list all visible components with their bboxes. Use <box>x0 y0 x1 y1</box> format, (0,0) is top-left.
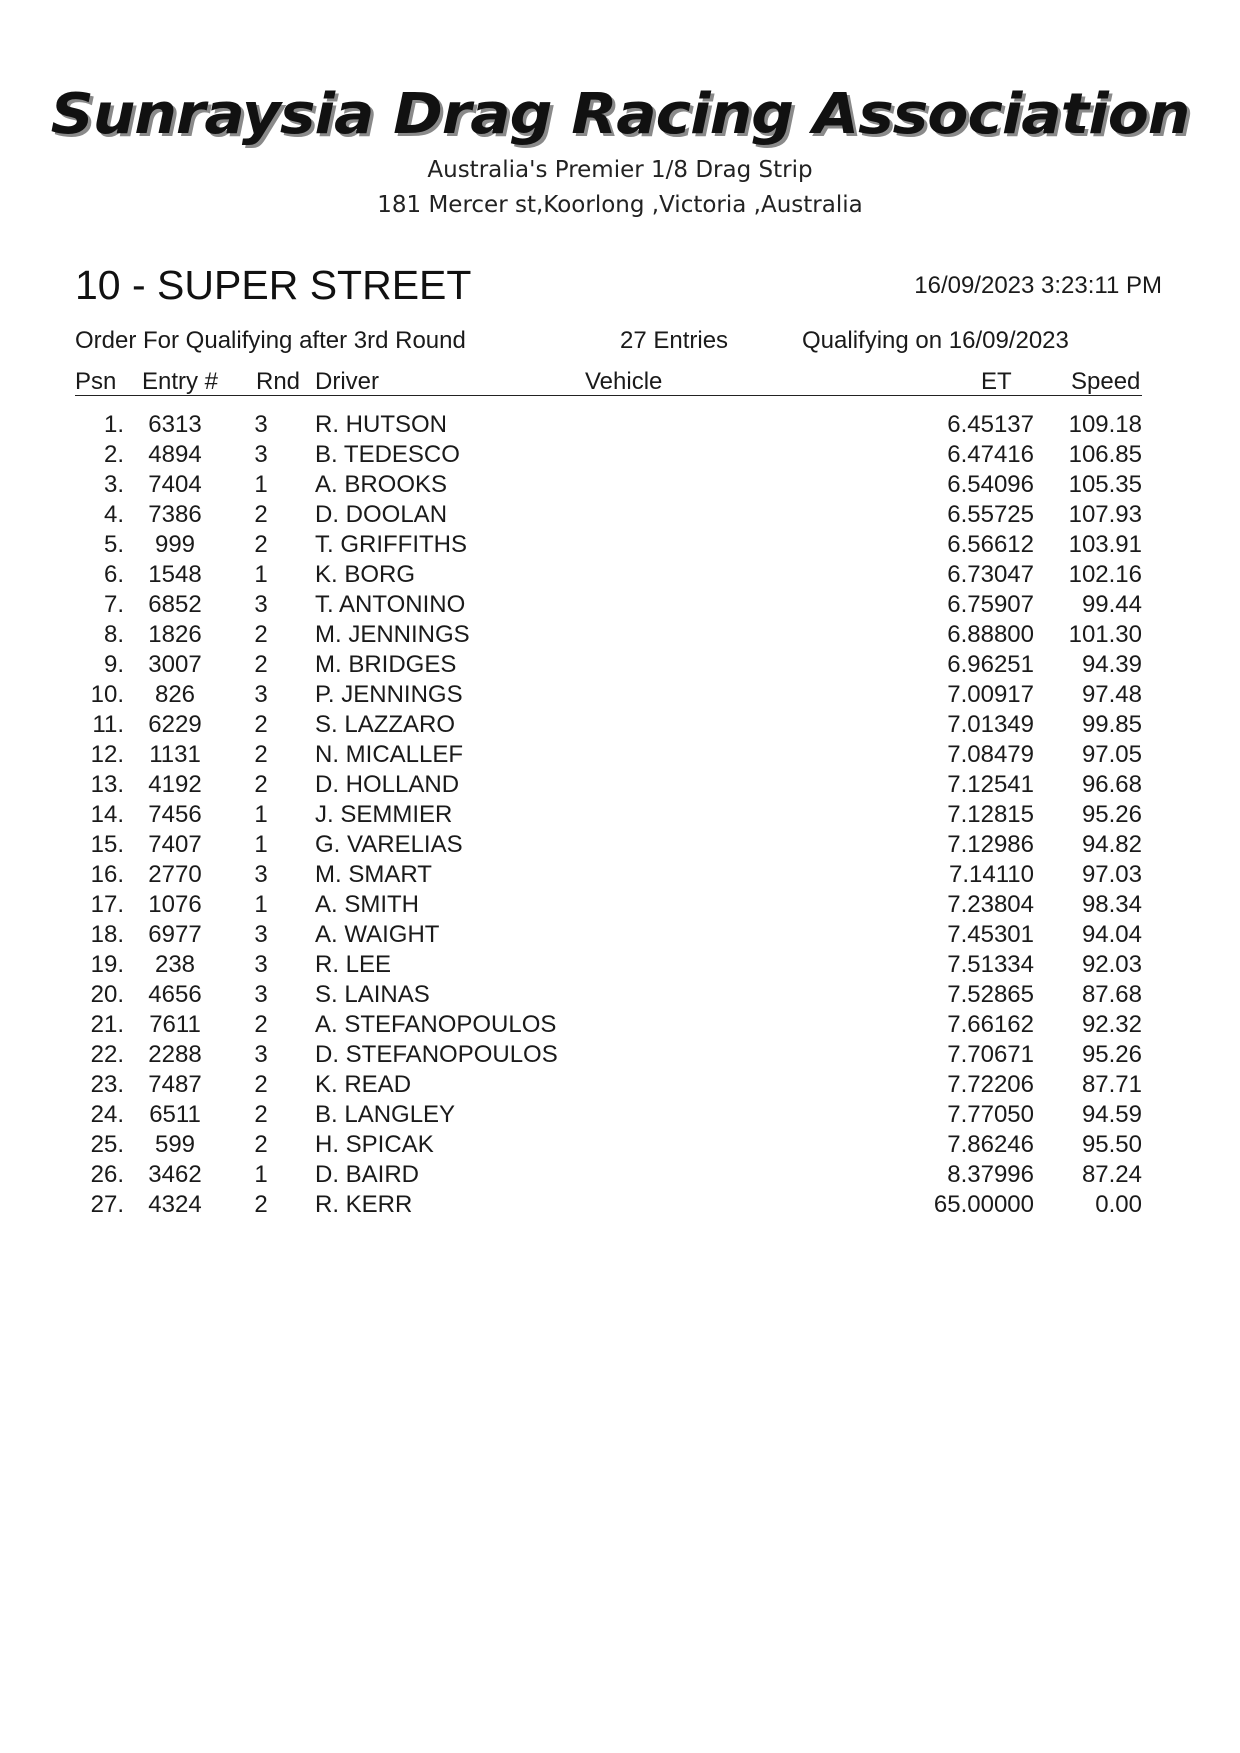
row-entry-number: 4324 <box>148 1191 202 1218</box>
row-driver: A. WAIGHT <box>315 921 440 948</box>
row-et: 8.37996 <box>947 1161 1034 1188</box>
row-position: 13. <box>90 771 124 798</box>
row-speed: 99.85 <box>1081 711 1142 738</box>
row-position: 2. <box>103 441 124 468</box>
table-row <box>0 1161 1240 1191</box>
row-round: 3 <box>254 861 268 888</box>
row-et: 7.77050 <box>947 1101 1034 1128</box>
row-entry-number: 7487 <box>148 1071 202 1098</box>
table-row <box>0 501 1240 531</box>
row-driver: A. BROOKS <box>315 471 448 498</box>
row-speed: 95.26 <box>1081 801 1142 828</box>
table-row <box>0 1071 1240 1101</box>
table-row <box>0 801 1240 831</box>
column-header-et: ET <box>981 368 1012 395</box>
column-header-rnd: Rnd <box>256 368 301 395</box>
row-entry-number: 7611 <box>149 1011 201 1038</box>
row-speed: 0.00 <box>1095 1191 1142 1218</box>
row-et: 6.55725 <box>947 501 1034 528</box>
row-position: 1. <box>103 411 124 438</box>
organization-title: Sunraysia Drag Racing Association <box>50 82 1190 147</box>
row-driver: T. ANTONINO <box>315 591 466 618</box>
row-entry-number: 238 <box>154 951 196 978</box>
table-row <box>0 771 1240 801</box>
table-row <box>0 681 1240 711</box>
row-position: 9. <box>103 651 124 678</box>
row-speed: 101.30 <box>1068 621 1142 648</box>
row-entry-number: 6511 <box>149 1101 201 1128</box>
row-entry-number: 2288 <box>148 1041 202 1068</box>
row-round: 2 <box>254 501 268 528</box>
row-et: 6.47416 <box>947 441 1034 468</box>
row-et: 7.08479 <box>947 741 1034 768</box>
row-round: 2 <box>254 1101 268 1128</box>
row-position: 5. <box>103 531 124 558</box>
row-round: 1 <box>254 561 268 588</box>
row-round: 3 <box>254 591 268 618</box>
tagline: Australia's Premier 1/8 Drag Strip <box>427 157 813 183</box>
row-driver: M. SMART <box>315 861 432 888</box>
row-driver: M. BRIDGES <box>315 651 457 678</box>
row-et: 7.72206 <box>947 1071 1034 1098</box>
row-et: 7.45301 <box>947 921 1034 948</box>
row-entry-number: 3462 <box>148 1161 202 1188</box>
row-driver: P. JENNINGS <box>315 681 463 708</box>
row-entry-number: 6229 <box>148 711 202 738</box>
row-round: 3 <box>254 981 268 1008</box>
row-position: 3. <box>103 471 124 498</box>
row-speed: 92.32 <box>1081 1011 1142 1038</box>
row-speed: 97.05 <box>1081 741 1142 768</box>
row-round: 2 <box>254 1071 268 1098</box>
row-et: 7.01349 <box>947 711 1034 738</box>
row-driver: H. SPICAK <box>315 1131 434 1158</box>
row-et: 7.70671 <box>947 1041 1034 1068</box>
row-entry-number: 826 <box>154 681 196 708</box>
row-driver: R. HUTSON <box>315 411 447 438</box>
row-entry-number: 7404 <box>148 471 202 498</box>
address: 181 Mercer st,Koorlong ,Victoria ,Australia <box>377 192 863 218</box>
row-driver: G. VARELIAS <box>315 831 463 858</box>
row-et: 7.12986 <box>947 831 1034 858</box>
row-speed: 94.59 <box>1081 1101 1142 1128</box>
row-round: 3 <box>254 951 268 978</box>
table-row <box>0 1101 1240 1131</box>
row-round: 2 <box>254 711 268 738</box>
row-speed: 102.16 <box>1068 561 1142 588</box>
table-row <box>0 741 1240 771</box>
row-speed: 87.24 <box>1081 1161 1142 1188</box>
row-et: 7.00917 <box>947 681 1034 708</box>
row-driver: A. STEFANOPOULOS <box>315 1011 557 1038</box>
table-row <box>0 831 1240 861</box>
row-driver: D. DOOLAN <box>315 501 448 528</box>
row-round: 1 <box>254 801 268 828</box>
table-row <box>0 951 1240 981</box>
table-row <box>0 921 1240 951</box>
table-row <box>0 591 1240 621</box>
table-row <box>0 471 1240 501</box>
row-position: 14. <box>90 801 124 828</box>
row-position: 6. <box>103 561 124 588</box>
row-position: 11. <box>92 711 124 738</box>
row-position: 16. <box>90 861 124 888</box>
row-entry-number: 599 <box>154 1131 196 1158</box>
row-entry-number: 6313 <box>148 411 202 438</box>
row-driver: A. SMITH <box>315 891 420 918</box>
row-et: 7.66162 <box>947 1011 1034 1038</box>
row-entry-number: 4192 <box>148 771 202 798</box>
row-driver: B. LANGLEY <box>315 1101 456 1128</box>
qualifying-order-text: Order For Qualifying after 3rd Round <box>75 327 466 354</box>
row-entry-number: 999 <box>154 531 196 558</box>
row-speed: 87.71 <box>1081 1071 1142 1098</box>
row-et: 7.14110 <box>949 861 1034 888</box>
row-entry-number: 1826 <box>148 621 202 648</box>
row-driver: R. LEE <box>315 951 392 978</box>
row-round: 2 <box>254 531 268 558</box>
row-driver: T. GRIFFITHS <box>315 531 467 558</box>
header-rule <box>75 395 1142 396</box>
row-et: 7.23804 <box>947 891 1034 918</box>
table-row <box>0 1041 1240 1071</box>
row-et: 7.51334 <box>947 951 1034 978</box>
row-speed: 107.93 <box>1068 501 1142 528</box>
row-speed: 106.85 <box>1068 441 1142 468</box>
table-row <box>0 981 1240 1011</box>
row-et: 7.12541 <box>947 771 1034 798</box>
row-driver: D. BAIRD <box>315 1161 420 1188</box>
class-title: 10 - SUPER STREET <box>75 262 472 308</box>
row-position: 12. <box>90 741 124 768</box>
row-et: 6.73047 <box>947 561 1034 588</box>
row-et: 65.00000 <box>933 1191 1034 1218</box>
row-speed: 87.68 <box>1081 981 1142 1008</box>
row-driver: R. KERR <box>315 1191 413 1218</box>
row-round: 1 <box>254 891 268 918</box>
row-position: 21. <box>90 1011 124 1038</box>
row-round: 3 <box>254 441 268 468</box>
row-position: 18. <box>90 921 124 948</box>
table-row <box>0 861 1240 891</box>
row-position: 27. <box>90 1191 124 1218</box>
column-header-psn: Psn <box>75 368 117 395</box>
row-driver: J. SEMMIER <box>315 801 453 828</box>
row-round: 2 <box>254 651 268 678</box>
row-speed: 105.35 <box>1068 471 1142 498</box>
table-row <box>0 531 1240 561</box>
row-round: 1 <box>254 831 268 858</box>
table-row <box>0 891 1240 921</box>
row-speed: 96.68 <box>1081 771 1142 798</box>
row-round: 1 <box>254 471 268 498</box>
row-entry-number: 1076 <box>148 891 202 918</box>
row-entry-number: 1131 <box>149 741 201 768</box>
row-entry-number: 2770 <box>148 861 202 888</box>
row-position: 24. <box>90 1101 124 1128</box>
row-position: 4. <box>103 501 124 528</box>
row-et: 6.45137 <box>947 411 1034 438</box>
row-speed: 94.82 <box>1081 831 1142 858</box>
row-et: 6.96251 <box>947 651 1034 678</box>
row-position: 15. <box>90 831 124 858</box>
row-round: 3 <box>254 1041 268 1068</box>
row-entry-number: 7386 <box>148 501 202 528</box>
column-header-driver: Driver <box>315 368 379 395</box>
row-driver: N. MICALLEF <box>315 741 464 768</box>
row-position: 17. <box>90 891 124 918</box>
row-speed: 103.91 <box>1068 531 1142 558</box>
row-position: 20. <box>90 981 124 1008</box>
row-et: 7.52865 <box>947 981 1034 1008</box>
row-et: 6.54096 <box>947 471 1034 498</box>
table-row <box>0 711 1240 741</box>
row-round: 2 <box>254 621 268 648</box>
row-speed: 94.39 <box>1081 651 1142 678</box>
table-row <box>0 651 1240 681</box>
row-round: 2 <box>254 771 268 798</box>
row-driver: D. HOLLAND <box>315 771 460 798</box>
row-position: 19. <box>90 951 124 978</box>
row-speed: 92.03 <box>1081 951 1142 978</box>
row-round: 3 <box>254 681 268 708</box>
row-entry-number: 4894 <box>148 441 202 468</box>
row-speed: 98.34 <box>1081 891 1142 918</box>
row-speed: 99.44 <box>1081 591 1142 618</box>
column-header-speed: Speed <box>1071 368 1141 395</box>
row-entry-number: 3007 <box>148 651 202 678</box>
row-et: 6.56612 <box>947 531 1034 558</box>
row-round: 2 <box>254 1191 268 1218</box>
column-header-vehicle: Vehicle <box>585 368 663 395</box>
table-row <box>0 1011 1240 1041</box>
row-speed: 97.03 <box>1081 861 1142 888</box>
row-speed: 94.04 <box>1081 921 1142 948</box>
row-speed: 95.50 <box>1081 1131 1142 1158</box>
row-driver: D. STEFANOPOULOS <box>315 1041 558 1068</box>
row-round: 2 <box>254 1011 268 1038</box>
row-et: 6.75907 <box>947 591 1034 618</box>
row-position: 25. <box>90 1131 124 1158</box>
row-entry-number: 7456 <box>148 801 202 828</box>
row-round: 3 <box>254 411 268 438</box>
qualifying-date: Qualifying on 16/09/2023 <box>802 327 1069 354</box>
row-position: 8. <box>103 621 124 648</box>
row-et: 6.88800 <box>947 621 1034 648</box>
row-driver: K. BORG <box>315 561 416 588</box>
table-row <box>0 1191 1240 1221</box>
row-speed: 97.48 <box>1081 681 1142 708</box>
row-driver: S. LAINAS <box>315 981 430 1008</box>
row-entry-number: 4656 <box>148 981 202 1008</box>
row-round: 2 <box>254 1131 268 1158</box>
print-timestamp: 16/09/2023 3:23:11 PM <box>914 272 1162 299</box>
row-driver: M. JENNINGS <box>315 621 470 648</box>
row-position: 23. <box>90 1071 124 1098</box>
column-header-entry: Entry # <box>142 368 219 395</box>
row-position: 22. <box>90 1041 124 1068</box>
row-position: 7. <box>103 591 124 618</box>
table-row <box>0 621 1240 651</box>
row-entry-number: 6852 <box>148 591 202 618</box>
table-row <box>0 561 1240 591</box>
row-round: 3 <box>254 921 268 948</box>
row-round: 1 <box>254 1161 268 1188</box>
table-row <box>0 1131 1240 1161</box>
row-entry-number: 7407 <box>148 831 202 858</box>
row-speed: 109.18 <box>1068 411 1142 438</box>
row-driver: K. READ <box>315 1071 412 1098</box>
row-et: 7.12815 <box>947 801 1034 828</box>
row-driver: B. TEDESCO <box>315 441 460 468</box>
row-position: 10. <box>90 681 124 708</box>
row-et: 7.86246 <box>947 1131 1034 1158</box>
row-entry-number: 6977 <box>148 921 202 948</box>
row-speed: 95.26 <box>1081 1041 1142 1068</box>
row-entry-number: 1548 <box>148 561 202 588</box>
table-row <box>0 441 1240 471</box>
row-driver: S. LAZZARO <box>315 711 456 738</box>
row-position: 26. <box>90 1161 124 1188</box>
row-round: 2 <box>254 741 268 768</box>
table-row <box>0 411 1240 441</box>
entries-count: 27 Entries <box>620 327 729 354</box>
